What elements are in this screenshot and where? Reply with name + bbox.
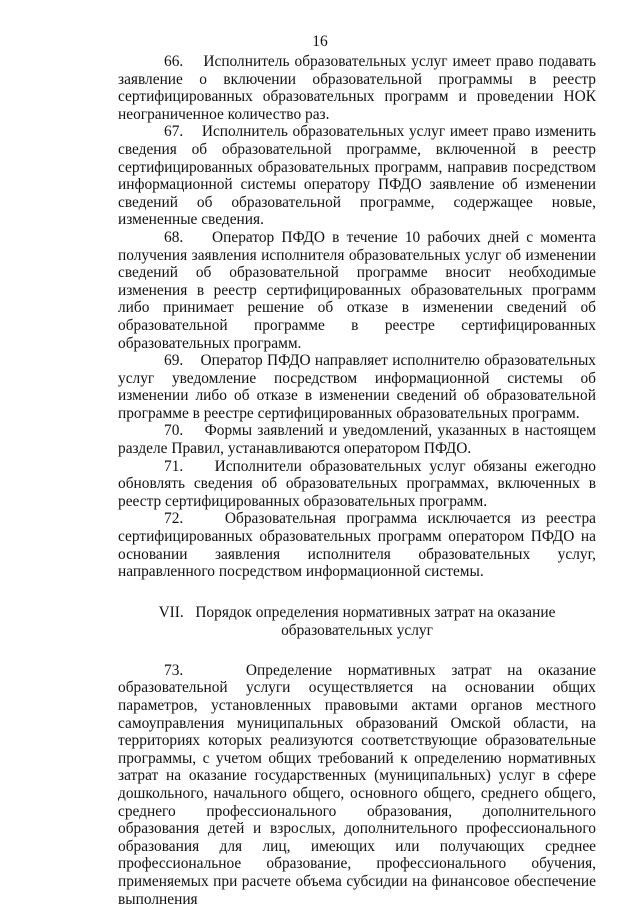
section-heading-line2: образовательных услуг [281, 621, 433, 639]
paragraph-68: 68. Оператор ПФДО в течение 10 рабочих дней с момента получения заявления исполнителя образовательных услуг об изменении сведений об образовательной программе вносит необходимые изменения в реестр сертифицированных образовательных программ либо принимает решение об отказе в изменении сведений об образовательной программе в реестре сертифицированных образовательных программ. [118, 228, 596, 352]
paragraph-70: 70. Формы заявлений и уведомлений, указанных в настоящем разделе Правил, устанавливаются оператором ПФДО. [118, 422, 596, 458]
section-heading-line1: VII. Порядок определения нормативных затрат на оказание [158, 603, 556, 621]
page-number: 16 [312, 33, 328, 50]
paragraph-73: 73. Определение нормативных затрат на оказание образовательной услуги осуществляется на основании общих параметров, установленных правовыми актами органов местного самоуправления муниципальных образований Омской области, на территориях которых реализуются соответствующие образовательные программы, с учетом общих требований к определению нормативных затрат на оказание государственных (муниципальных) услуг в сфере дошкольного, начального общего, основного общего, среднего общего, среднего профессионального образования, дополнительного образования детей и взрослых, дополнительного профессионального образования для лиц, имеющих или получающих среднее профессиональное образование, профессионального обучения, применяемых при расчете объема субсидии на финансовое обеспечение выполнения [118, 661, 596, 908]
section-heading [118, 604, 596, 640]
paragraph-72: 72. Образовательная программа исключается из реестра сертифицированных образовательных программ оператором ПФДО на основании заявления исполнителя образовательных услуг, направленного посредством информационной системы. [118, 510, 596, 581]
paragraph-67: 67. Исполнитель образовательных услуг имеет право изменить сведения об образовательной программе, включенной в реестр сертифицированных образовательных программ, направив посредством информационной системы оператору ПФДО заявление об изменении сведений об образовательной программе, содержащее новые, измененные сведения. [118, 123, 596, 229]
paragraph-71: 71. Исполнители образовательных услуг обязаны ежегодно обновлять сведения об образовательных программах, включенных в реестр сертифицированных образовательных программ. [118, 457, 596, 510]
paragraph-69: 69. Оператор ПФДО направляет исполнителю образовательных услуг уведомление посредством информационной системы об изменении либо об отказе в изменении сведений об образовательной программе в реестре сертифицированных образовательных программ. [118, 352, 596, 422]
document-body [118, 53, 596, 908]
paragraph-66: 66. Исполнитель образовательных услуг имеет право подавать заявление о включении образовательной программы в реестр сертифицированных образовательных программ и проведении НОК неограниченное количество раз. [118, 53, 596, 123]
